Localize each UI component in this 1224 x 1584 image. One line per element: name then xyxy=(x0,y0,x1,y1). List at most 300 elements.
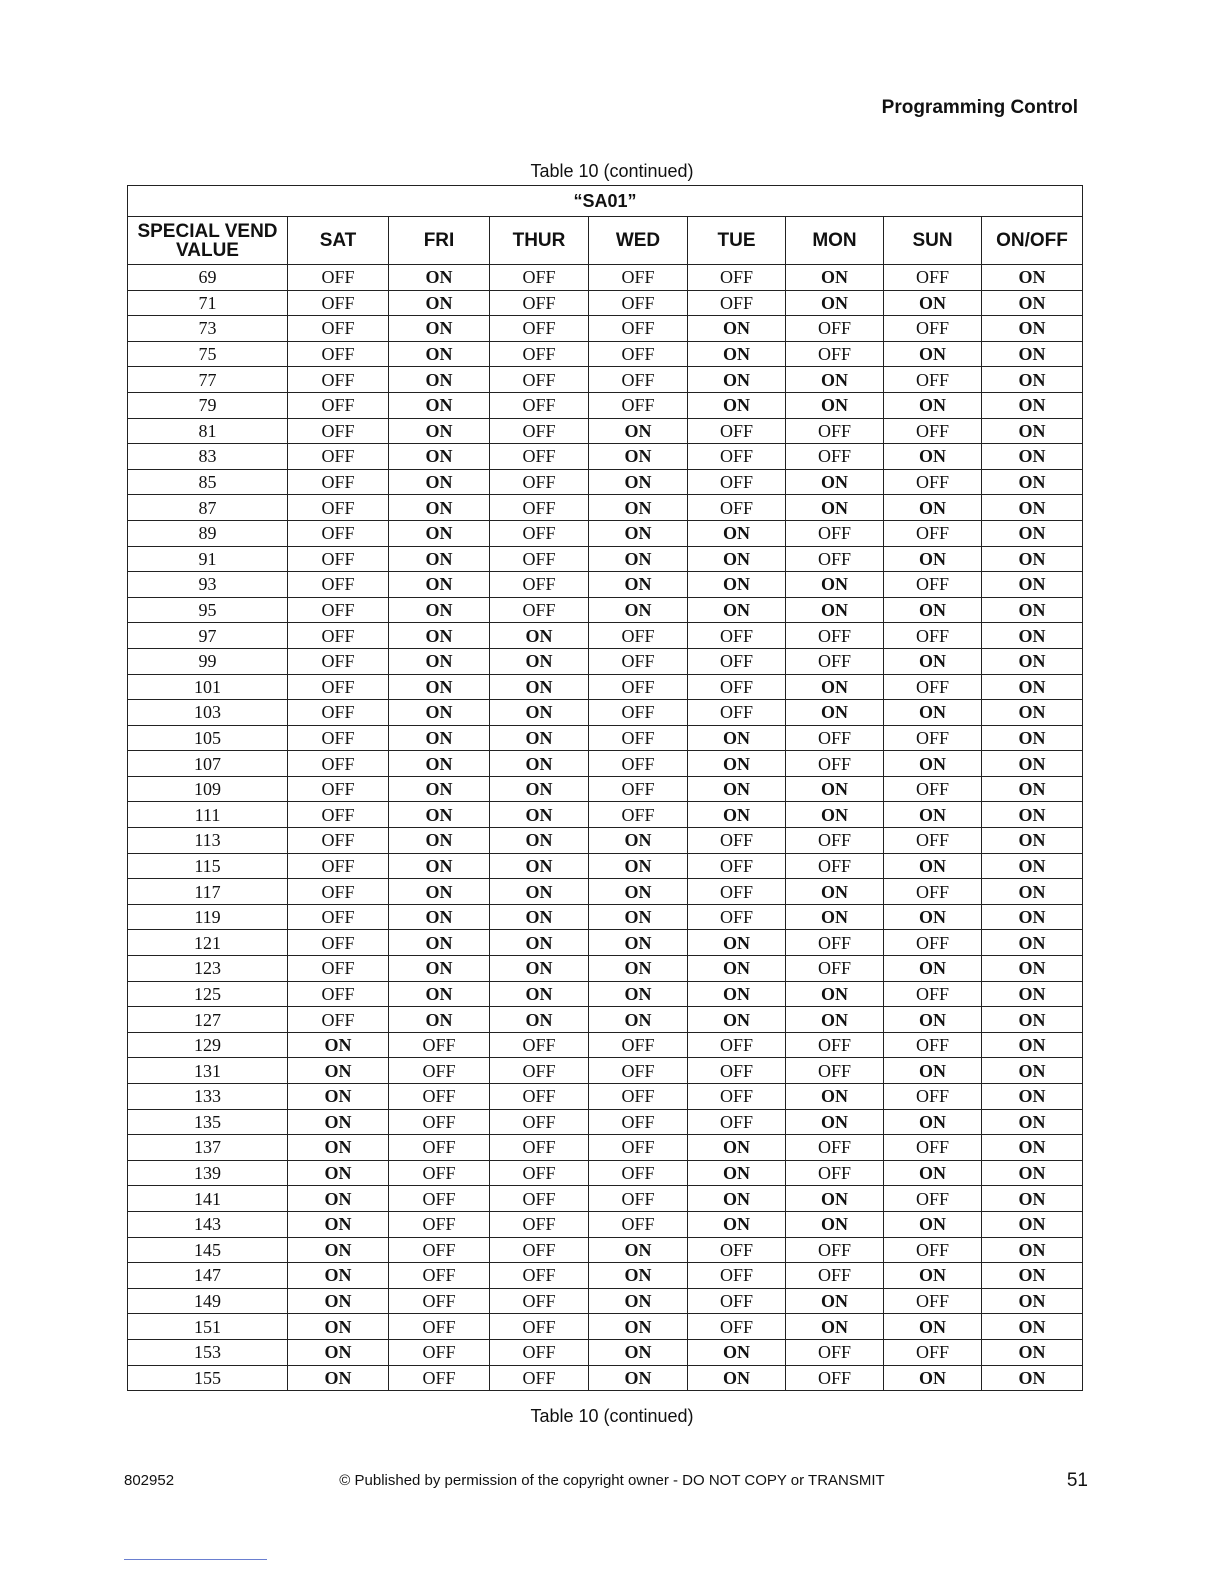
day-state-cell: ON xyxy=(982,1160,1083,1186)
day-state-cell: OFF xyxy=(288,751,389,777)
day-state-cell: OFF xyxy=(288,700,389,726)
day-state-cell: ON xyxy=(389,802,490,828)
day-state-cell: OFF xyxy=(288,469,389,495)
day-state-cell: OFF xyxy=(288,853,389,879)
day-state-cell: OFF xyxy=(688,1084,786,1110)
day-state-cell: OFF xyxy=(589,623,688,649)
day-state-cell: ON xyxy=(589,1314,688,1340)
day-state-cell: ON xyxy=(982,469,1083,495)
day-state-cell: ON xyxy=(490,802,589,828)
day-state-cell: ON xyxy=(288,1160,389,1186)
day-state-cell: ON xyxy=(288,1186,389,1212)
day-state-cell: OFF xyxy=(786,751,884,777)
day-state-cell: OFF xyxy=(589,776,688,802)
day-state-cell: ON xyxy=(589,904,688,930)
day-state-cell: ON xyxy=(786,776,884,802)
day-state-cell: ON xyxy=(589,1365,688,1391)
vend-value-cell: 129 xyxy=(128,1032,288,1058)
day-state-cell: OFF xyxy=(389,1058,490,1084)
table-header-row xyxy=(128,217,1083,265)
vend-value-cell: 143 xyxy=(128,1211,288,1237)
day-state-cell: OFF xyxy=(288,674,389,700)
day-state-cell: OFF xyxy=(688,828,786,854)
day-state-cell: ON xyxy=(982,418,1083,444)
day-state-cell: ON xyxy=(884,495,982,521)
copyright-notice: © Published by permission of the copyright owner - DO NOT COPY or TRANSMIT xyxy=(339,1472,885,1489)
table-row xyxy=(128,392,1083,418)
day-state-cell: ON xyxy=(786,469,884,495)
table-row xyxy=(128,930,1083,956)
day-state-cell: ON xyxy=(884,853,982,879)
day-state-cell: ON xyxy=(589,444,688,470)
day-state-cell: OFF xyxy=(589,700,688,726)
day-state-cell: ON xyxy=(389,725,490,751)
table-row xyxy=(128,469,1083,495)
day-state-cell: ON xyxy=(288,1339,389,1365)
document-number: 802952 xyxy=(124,1472,175,1489)
day-state-cell: ON xyxy=(982,316,1083,342)
day-state-cell: ON xyxy=(589,597,688,623)
day-state-cell: OFF xyxy=(786,828,884,854)
day-state-cell: OFF xyxy=(884,265,982,291)
day-state-cell: OFF xyxy=(786,1032,884,1058)
vend-value-cell: 109 xyxy=(128,776,288,802)
table-row xyxy=(128,290,1083,316)
day-state-cell: ON xyxy=(688,751,786,777)
vend-value-cell: 115 xyxy=(128,853,288,879)
day-state-cell: ON xyxy=(786,981,884,1007)
column-header: SUN xyxy=(884,217,982,265)
day-state-cell: ON xyxy=(688,956,786,982)
day-state-cell: OFF xyxy=(288,418,389,444)
table-row xyxy=(128,1365,1083,1391)
day-state-cell: ON xyxy=(589,546,688,572)
day-state-cell: OFF xyxy=(884,520,982,546)
table-row xyxy=(128,828,1083,854)
table-row xyxy=(128,1263,1083,1289)
column-header: FRI xyxy=(389,217,490,265)
day-state-cell: OFF xyxy=(490,1339,589,1365)
table-row xyxy=(128,776,1083,802)
day-state-cell: ON xyxy=(589,828,688,854)
day-state-cell: OFF xyxy=(288,956,389,982)
day-state-cell: OFF xyxy=(589,1084,688,1110)
day-state-cell: ON xyxy=(490,751,589,777)
day-state-cell: OFF xyxy=(884,623,982,649)
day-state-cell: OFF xyxy=(786,1135,884,1161)
day-state-cell: ON xyxy=(982,367,1083,393)
day-state-cell: ON xyxy=(982,392,1083,418)
day-state-cell: OFF xyxy=(688,1314,786,1340)
day-state-cell: OFF xyxy=(884,1288,982,1314)
day-state-cell: ON xyxy=(389,981,490,1007)
day-state-cell: ON xyxy=(982,597,1083,623)
day-state-cell: ON xyxy=(884,1007,982,1033)
day-state-cell: ON xyxy=(884,1109,982,1135)
vend-value-cell: 107 xyxy=(128,751,288,777)
day-state-cell: OFF xyxy=(490,1032,589,1058)
day-state-cell: ON xyxy=(288,1237,389,1263)
day-state-cell: OFF xyxy=(688,700,786,726)
day-state-cell: ON xyxy=(982,802,1083,828)
day-state-cell: OFF xyxy=(786,956,884,982)
vend-value-cell: 97 xyxy=(128,623,288,649)
day-state-cell: ON xyxy=(982,1365,1083,1391)
day-state-cell: OFF xyxy=(786,648,884,674)
day-state-cell: ON xyxy=(982,956,1083,982)
day-state-cell: ON xyxy=(688,725,786,751)
day-state-cell: ON xyxy=(884,1058,982,1084)
day-state-cell: OFF xyxy=(490,444,589,470)
table-row xyxy=(128,418,1083,444)
day-state-cell: ON xyxy=(389,700,490,726)
column-header: ON/OFF xyxy=(982,217,1083,265)
day-state-cell: OFF xyxy=(490,1263,589,1289)
vend-value-cell: 71 xyxy=(128,290,288,316)
day-state-cell: ON xyxy=(982,1211,1083,1237)
day-state-cell: OFF xyxy=(288,572,389,598)
table-row xyxy=(128,265,1083,291)
day-state-cell: ON xyxy=(884,751,982,777)
day-state-cell: ON xyxy=(982,700,1083,726)
table-row xyxy=(128,956,1083,982)
table-row xyxy=(128,1109,1083,1135)
day-state-cell: OFF xyxy=(688,648,786,674)
day-state-cell: OFF xyxy=(389,1365,490,1391)
day-state-cell: ON xyxy=(389,290,490,316)
day-state-cell: ON xyxy=(786,1314,884,1340)
vend-value-cell: 125 xyxy=(128,981,288,1007)
day-state-cell: ON xyxy=(389,520,490,546)
day-state-cell: ON xyxy=(884,546,982,572)
day-state-cell: ON xyxy=(389,853,490,879)
day-state-cell: ON xyxy=(288,1058,389,1084)
day-state-cell: ON xyxy=(786,1084,884,1110)
day-state-cell: ON xyxy=(288,1032,389,1058)
day-state-cell: ON xyxy=(688,981,786,1007)
day-state-cell: OFF xyxy=(288,828,389,854)
vend-value-cell: 153 xyxy=(128,1339,288,1365)
day-state-cell: OFF xyxy=(688,469,786,495)
day-state-cell: ON xyxy=(490,1007,589,1033)
day-state-cell: OFF xyxy=(490,341,589,367)
day-state-cell: ON xyxy=(884,1314,982,1340)
day-state-cell: OFF xyxy=(884,469,982,495)
day-state-cell: OFF xyxy=(786,853,884,879)
day-state-cell: ON xyxy=(982,1314,1083,1340)
column-header: SAT xyxy=(288,217,389,265)
day-state-cell: OFF xyxy=(288,904,389,930)
day-state-cell: OFF xyxy=(884,572,982,598)
day-state-cell: OFF xyxy=(884,828,982,854)
day-state-cell: ON xyxy=(389,469,490,495)
day-state-cell: OFF xyxy=(288,546,389,572)
day-state-cell: ON xyxy=(786,904,884,930)
day-state-cell: ON xyxy=(490,904,589,930)
day-state-cell: OFF xyxy=(589,316,688,342)
table-row xyxy=(128,444,1083,470)
day-state-cell: OFF xyxy=(688,1058,786,1084)
day-state-cell: ON xyxy=(688,520,786,546)
day-state-cell: ON xyxy=(982,341,1083,367)
day-state-cell: ON xyxy=(982,1237,1083,1263)
day-state-cell: ON xyxy=(389,597,490,623)
table-row xyxy=(128,1084,1083,1110)
day-state-cell: OFF xyxy=(589,1058,688,1084)
vend-value-cell: 79 xyxy=(128,392,288,418)
day-state-cell: ON xyxy=(688,1211,786,1237)
day-state-cell: ON xyxy=(982,751,1083,777)
day-state-cell: OFF xyxy=(589,1160,688,1186)
day-state-cell: ON xyxy=(389,904,490,930)
day-state-cell: ON xyxy=(884,1211,982,1237)
day-state-cell: OFF xyxy=(688,1288,786,1314)
day-state-cell: ON xyxy=(786,1109,884,1135)
day-state-cell: OFF xyxy=(389,1211,490,1237)
day-state-cell: ON xyxy=(884,1160,982,1186)
day-state-cell: ON xyxy=(982,1058,1083,1084)
day-state-cell: OFF xyxy=(490,495,589,521)
bottom-divider xyxy=(124,1559,267,1560)
table-row xyxy=(128,1032,1083,1058)
day-state-cell: OFF xyxy=(688,265,786,291)
day-state-cell: OFF xyxy=(490,316,589,342)
day-state-cell: OFF xyxy=(490,290,589,316)
day-state-cell: OFF xyxy=(884,1032,982,1058)
vend-value-cell: 101 xyxy=(128,674,288,700)
vend-value-cell: 135 xyxy=(128,1109,288,1135)
day-state-cell: OFF xyxy=(786,341,884,367)
day-state-cell: ON xyxy=(490,828,589,854)
table-row xyxy=(128,1211,1083,1237)
day-state-cell: OFF xyxy=(884,1084,982,1110)
day-state-cell: ON xyxy=(490,623,589,649)
day-state-cell: OFF xyxy=(389,1160,490,1186)
day-state-cell: ON xyxy=(389,392,490,418)
vend-value-cell: 105 xyxy=(128,725,288,751)
day-state-cell: ON xyxy=(982,674,1083,700)
day-state-cell: ON xyxy=(490,879,589,905)
vend-value-cell: 141 xyxy=(128,1186,288,1212)
day-state-cell: OFF xyxy=(884,367,982,393)
day-state-cell: OFF xyxy=(389,1109,490,1135)
day-state-cell: ON xyxy=(884,956,982,982)
day-state-cell: OFF xyxy=(589,1109,688,1135)
day-state-cell: OFF xyxy=(688,1109,786,1135)
day-state-cell: ON xyxy=(389,674,490,700)
page-number: 51 xyxy=(1066,1470,1088,1491)
table-row xyxy=(128,1314,1083,1340)
day-state-cell: OFF xyxy=(786,725,884,751)
table-row xyxy=(128,597,1083,623)
day-state-cell: ON xyxy=(982,981,1083,1007)
day-state-cell: ON xyxy=(688,597,786,623)
table-row xyxy=(128,367,1083,393)
vend-value-cell: 119 xyxy=(128,904,288,930)
day-state-cell: OFF xyxy=(389,1084,490,1110)
table-row xyxy=(128,1007,1083,1033)
day-state-cell: ON xyxy=(589,1263,688,1289)
day-state-cell: OFF xyxy=(786,1237,884,1263)
day-state-cell: ON xyxy=(884,904,982,930)
day-state-cell: OFF xyxy=(688,879,786,905)
day-state-cell: OFF xyxy=(288,930,389,956)
day-state-cell: ON xyxy=(688,546,786,572)
vend-value-cell: 147 xyxy=(128,1263,288,1289)
day-state-cell: ON xyxy=(786,290,884,316)
table-row xyxy=(128,546,1083,572)
day-state-cell: ON xyxy=(884,1365,982,1391)
day-state-cell: ON xyxy=(982,265,1083,291)
table-row xyxy=(128,495,1083,521)
day-state-cell: OFF xyxy=(786,520,884,546)
day-state-cell: ON xyxy=(490,674,589,700)
day-state-cell: OFF xyxy=(688,623,786,649)
column-header: SPECIAL VEND VALUE xyxy=(128,217,288,265)
day-state-cell: OFF xyxy=(884,1339,982,1365)
vend-value-cell: 103 xyxy=(128,700,288,726)
day-state-cell: ON xyxy=(589,572,688,598)
vend-value-cell: 117 xyxy=(128,879,288,905)
day-state-cell: ON xyxy=(884,444,982,470)
table-row xyxy=(128,623,1083,649)
day-state-cell: ON xyxy=(288,1084,389,1110)
table-caption-bottom: Table 10 (continued) xyxy=(530,1406,694,1426)
day-state-cell: OFF xyxy=(490,1211,589,1237)
day-state-cell: OFF xyxy=(490,1109,589,1135)
day-state-cell: OFF xyxy=(688,1032,786,1058)
day-state-cell: ON xyxy=(786,265,884,291)
day-state-cell: ON xyxy=(982,930,1083,956)
day-state-cell: OFF xyxy=(288,316,389,342)
day-state-cell: ON xyxy=(688,1135,786,1161)
table-row xyxy=(128,725,1083,751)
day-state-cell: ON xyxy=(389,546,490,572)
day-state-cell: ON xyxy=(982,828,1083,854)
day-state-cell: OFF xyxy=(490,418,589,444)
day-state-cell: ON xyxy=(389,879,490,905)
table-row xyxy=(128,1186,1083,1212)
day-state-cell: ON xyxy=(786,1211,884,1237)
day-state-cell: OFF xyxy=(288,265,389,291)
vend-value-cell: 121 xyxy=(128,930,288,956)
day-state-cell: OFF xyxy=(884,1135,982,1161)
day-state-cell: ON xyxy=(688,316,786,342)
day-state-cell: ON xyxy=(982,1135,1083,1161)
day-state-cell: ON xyxy=(589,418,688,444)
day-state-cell: OFF xyxy=(688,904,786,930)
day-state-cell: ON xyxy=(982,1109,1083,1135)
day-state-cell: OFF xyxy=(589,1186,688,1212)
day-state-cell: OFF xyxy=(589,725,688,751)
day-state-cell: ON xyxy=(786,495,884,521)
day-state-cell: ON xyxy=(389,418,490,444)
day-state-cell: OFF xyxy=(288,597,389,623)
day-state-cell: ON xyxy=(982,853,1083,879)
day-state-cell: ON xyxy=(288,1314,389,1340)
day-state-cell: ON xyxy=(786,879,884,905)
day-state-cell: ON xyxy=(490,725,589,751)
day-state-cell: ON xyxy=(884,1263,982,1289)
day-state-cell: OFF xyxy=(288,648,389,674)
day-state-cell: OFF xyxy=(688,1237,786,1263)
day-state-cell: OFF xyxy=(884,1186,982,1212)
day-state-cell: OFF xyxy=(389,1237,490,1263)
day-state-cell: OFF xyxy=(884,418,982,444)
day-state-cell: ON xyxy=(490,776,589,802)
day-state-cell: ON xyxy=(389,367,490,393)
section-title: Programming Control xyxy=(881,97,1078,118)
day-state-cell: OFF xyxy=(688,1263,786,1289)
table-row xyxy=(128,904,1083,930)
day-state-cell: OFF xyxy=(786,444,884,470)
day-state-cell: OFF xyxy=(589,341,688,367)
day-state-cell: ON xyxy=(688,930,786,956)
day-state-cell: ON xyxy=(389,956,490,982)
day-state-cell: OFF xyxy=(490,1314,589,1340)
day-state-cell: OFF xyxy=(288,290,389,316)
day-state-cell: ON xyxy=(490,981,589,1007)
day-state-cell: OFF xyxy=(786,1339,884,1365)
day-state-cell: OFF xyxy=(389,1032,490,1058)
day-state-cell: ON xyxy=(589,469,688,495)
day-state-cell: ON xyxy=(688,341,786,367)
day-state-cell: ON xyxy=(688,1339,786,1365)
vend-value-cell: 73 xyxy=(128,316,288,342)
day-state-cell: OFF xyxy=(389,1288,490,1314)
table-row xyxy=(128,1135,1083,1161)
vend-value-cell: 75 xyxy=(128,341,288,367)
day-state-cell: OFF xyxy=(884,1237,982,1263)
day-state-cell: ON xyxy=(884,341,982,367)
day-state-cell: ON xyxy=(688,1007,786,1033)
day-state-cell: ON xyxy=(688,1365,786,1391)
day-state-cell: ON xyxy=(688,572,786,598)
day-state-cell: ON xyxy=(884,648,982,674)
day-state-cell: ON xyxy=(982,725,1083,751)
day-state-cell: ON xyxy=(589,1237,688,1263)
day-state-cell: OFF xyxy=(389,1339,490,1365)
day-state-cell: OFF xyxy=(288,341,389,367)
day-state-cell: ON xyxy=(688,392,786,418)
day-state-cell: ON xyxy=(389,623,490,649)
vend-value-cell: 85 xyxy=(128,469,288,495)
day-state-cell: ON xyxy=(688,802,786,828)
day-state-cell: ON xyxy=(786,1007,884,1033)
day-state-cell: ON xyxy=(786,1288,884,1314)
day-state-cell: OFF xyxy=(288,802,389,828)
day-state-cell: OFF xyxy=(490,392,589,418)
day-state-cell: ON xyxy=(884,392,982,418)
day-state-cell: ON xyxy=(786,392,884,418)
day-state-cell: ON xyxy=(884,802,982,828)
day-state-cell: ON xyxy=(982,879,1083,905)
day-state-cell: OFF xyxy=(884,879,982,905)
day-state-cell: OFF xyxy=(589,751,688,777)
column-header: TUE xyxy=(688,217,786,265)
day-state-cell: OFF xyxy=(490,1365,589,1391)
day-state-cell: ON xyxy=(982,1339,1083,1365)
vend-value-cell: 77 xyxy=(128,367,288,393)
day-state-cell: OFF xyxy=(490,1084,589,1110)
day-state-cell: OFF xyxy=(884,725,982,751)
day-state-cell: ON xyxy=(786,367,884,393)
day-state-cell: OFF xyxy=(884,674,982,700)
day-state-cell: OFF xyxy=(490,597,589,623)
vend-value-cell: 87 xyxy=(128,495,288,521)
day-state-cell: ON xyxy=(982,1288,1083,1314)
table-row xyxy=(128,1339,1083,1365)
